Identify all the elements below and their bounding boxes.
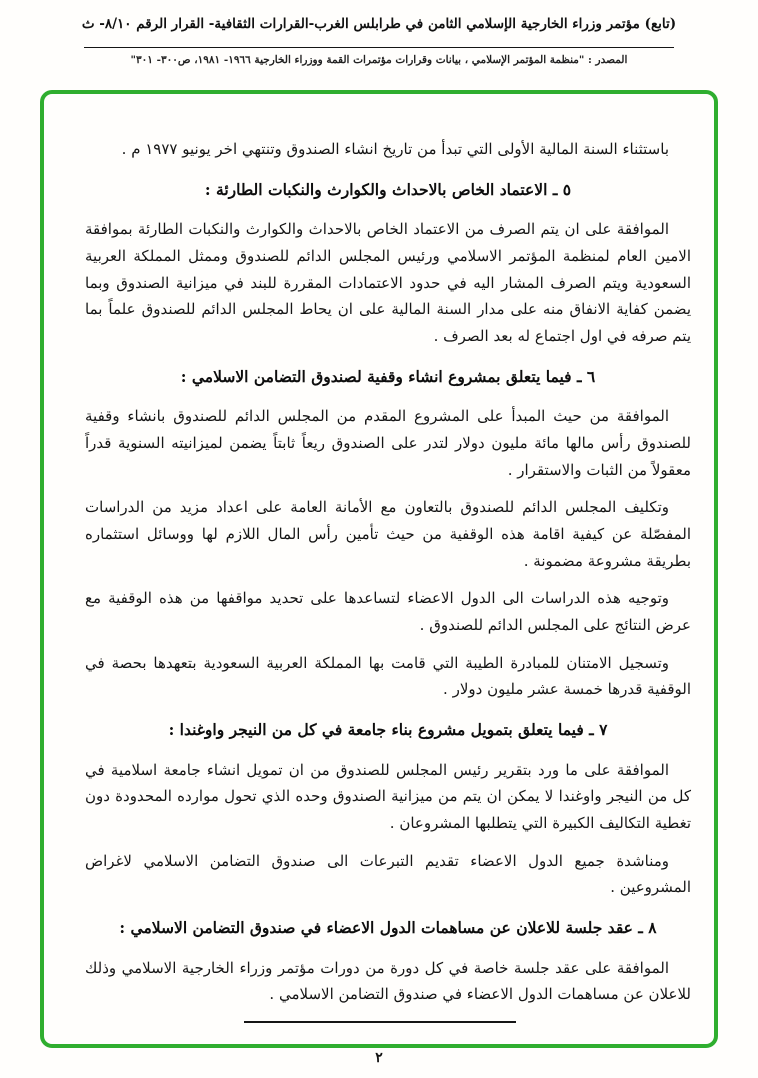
paragraph-section8: الموافقة على عقد جلسة خاصة في كل دورة من دورات مؤتمر وزراء الخارجية الاسلامي وذلك للاعلان عن مساهمات الدول الاعضاء في صندوق التضامن الاسلامي . bbox=[85, 958, 691, 1004]
paragraph-intro: باستثناء السنة المالية الأولى التي تبدأ من تاريخ انشاء الصندوق وتنتهي اخر يونيو ١٩٧٧ م . bbox=[121, 140, 669, 158]
footer-divider bbox=[244, 1021, 516, 1023]
paragraph-section6-2: وتكليف المجلس الدائم للصندوق بالتعاون مع الأمانة العامة على اعداد مزيد من الدراسات المفصّلة عن كيفية اقامة هذه الوقفية من حيث تأمين رأس المال اللازم لها ووسائل استثماره بطريقة مشروعة مضمونة . bbox=[85, 498, 691, 570]
document-title: (تابع) مؤتمر وزراء الخارجية الإسلامي الثامن في طرابلس الغرب-القرارات الثقافية- القرار الرقم ٨/١٠- ث bbox=[81, 16, 677, 32]
source-citation: المصدر : "منظمة المؤتمر الإسلامي ، بيانات وقرارات مؤتمرات القمة ووزراء الخارجية ١٩٦٦- ١٩٨١، ص٣٠٠- ٣٠١" bbox=[130, 54, 628, 66]
section-heading-5: ٥ ـ الاعتماد الخاص بالاحداث والكوارث والنكبات الطارئة : bbox=[204, 179, 572, 199]
paragraph-section7-1: الموافقة على ما ورد بتقرير رئيس المجلس للصندوق من ان تمويل انشاء جامعة اسلامية في كل من النيجر واوغندا لا يمكن ان يتم من ميزانية الصندوق وحده الذي تحول موارده المحدودة دون تغطية التكاليف الكبيرة التي يتطلبها المشروعان . bbox=[85, 760, 691, 833]
section-heading-6: ٦ ـ فيما يتعلق بمشروع انشاء وقفية لصندوق التضامن الاسلامي : bbox=[180, 366, 596, 386]
paragraph-section6-1: الموافقة من حيث المبدأ على المشروع المقدم من المجلس الدائم للصندوق بانشاء وقفية للصندوق رأس مالها مائة مليون دولار لتدر على الصندوق ريعاً ثابتاً يضمن لميزانيته السنوية قدراً معقولاً من الثبات والاستقرار . bbox=[85, 407, 691, 479]
paragraph-section7-2: ومناشدة جميع الدول الاعضاء تقديم التبرعات الى صندوق التضامن الاسلامي لاغراض المشروعين . bbox=[85, 851, 691, 897]
document-body bbox=[85, 136, 691, 1019]
paragraph-section6-3: وتوجيه هذه الدراسات الى الدول الاعضاء لتساعدها على تحديد مواقفها من هذه الوقفية مع عرض النتائج على المجلس الدائم للصندوق . bbox=[85, 589, 691, 635]
paragraph-section5: الموافقة على ان يتم الصرف من الاعتماد الخاص بالاحداث والكوارث والنكبات الطارئة بموافقة الامين العام لمنظمة المؤتمر الاسلامي ورئيس المجلس الدائم للصندوق وممثل المملكة العربية السعودية ويتم الصرف المشار اليه في حدود الاعتمادات المقررة للبند في ميزانية الصندوق وبما يضمن كفاية الانفاق منه على مدار السنة المالية على ان يحاط المجلس الدائم للصندوق علماً بما يتم صرفه في اول اجتماع له بعد الصرف . bbox=[85, 220, 691, 346]
paragraph-section6-4: وتسجيل الامتنان للمبادرة الطيبة التي قامت بها المملكة العربية السعودية بتعهدها بحصة في الوقفية قدرها خمسة عشر مليون دولار . bbox=[85, 653, 691, 699]
page-number: ٢ bbox=[375, 1050, 383, 1066]
section-heading-7: ٧ ـ فيما يتعلق بتمويل مشروع بناء جامعة في كل من النيجر واوغندا : bbox=[168, 720, 608, 740]
section-heading-8: ٨ ـ عقد جلسة للاعلان عن مساهمات الدول الاعضاء في صندوق التضامن الاسلامي : bbox=[119, 918, 657, 938]
header-divider bbox=[84, 47, 674, 48]
